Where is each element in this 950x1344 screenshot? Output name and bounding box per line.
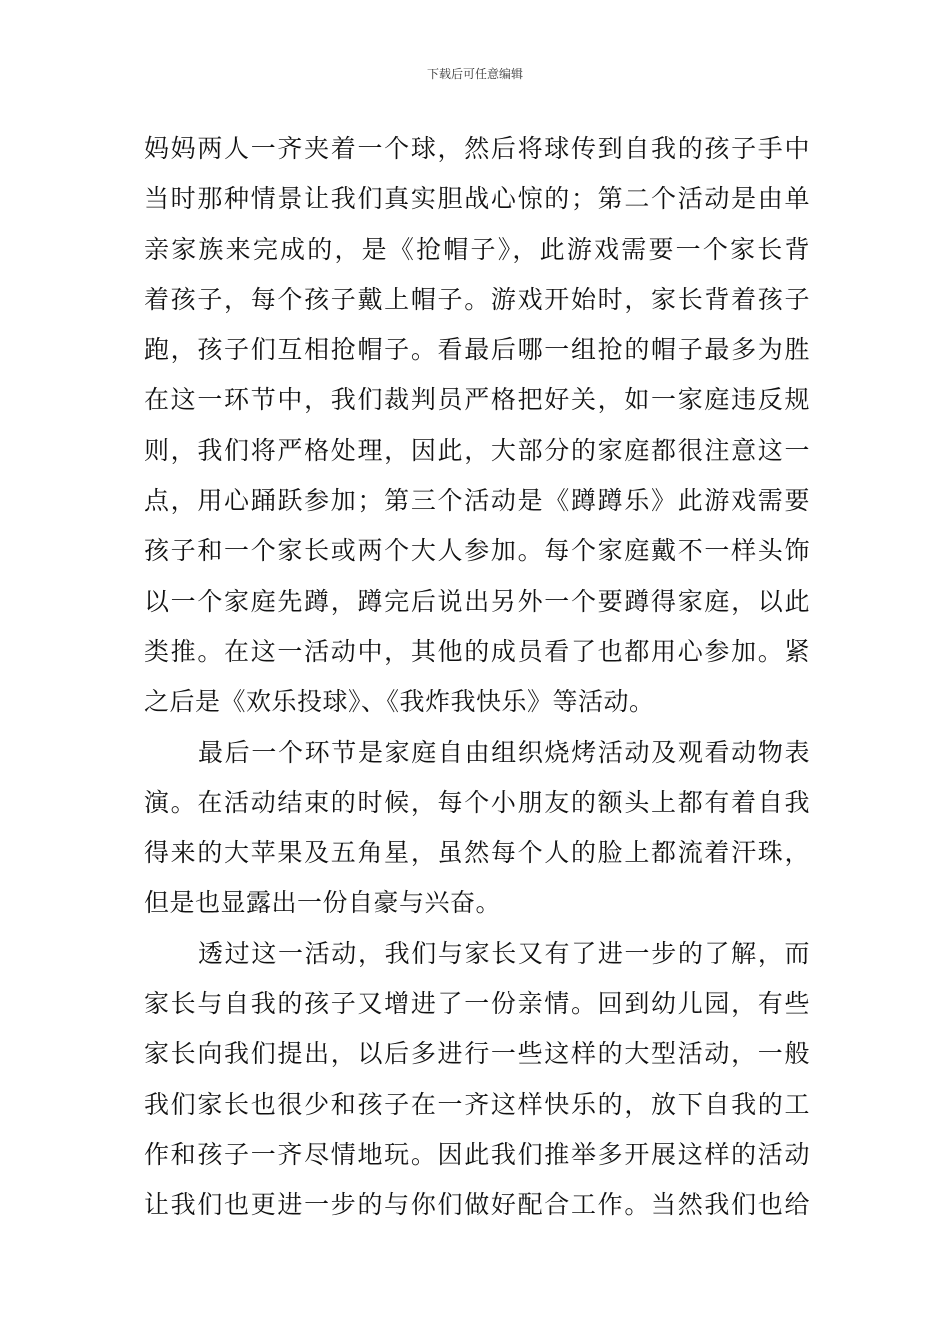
text-line: 让我们也更进一步的与你们做好配合工作。当然我们也给 bbox=[144, 1190, 810, 1220]
text-line: 亲家族来完成的，是《抢帽子》，此游戏需要一个家长背 bbox=[144, 234, 810, 264]
text-line: 点，用心踊跃参加；第三个活动是《蹲蹲乐》此游戏需要 bbox=[144, 486, 810, 516]
text-line: 跑，孩子们互相抢帽子。看最后哪一组抢的帽子最多为胜 bbox=[144, 335, 810, 365]
text-line: 类推。在这一活动中，其他的成员看了也都用心参加。紧 bbox=[144, 636, 810, 666]
paragraph-reflection bbox=[144, 929, 810, 1231]
text-line: 我们家长也很少和孩子在一齐这样快乐的，放下自我的工 bbox=[144, 1089, 810, 1119]
text-line: 作和孩子一齐尽情地玩。因此我们推举多开展这样的活动 bbox=[144, 1139, 810, 1169]
text-line: 以一个家庭先蹲，蹲完后说出另外一个要蹲得家庭，以此 bbox=[144, 586, 810, 616]
text-line: 最后一个环节是家庭自由组织烧烤活动及观看动物表 bbox=[198, 737, 810, 767]
text-line: 但是也显露出一份自豪与兴奋。 bbox=[144, 888, 502, 918]
paragraph-final-segment bbox=[144, 728, 810, 929]
text-line: 在这一环节中，我们裁判员严格把好关，如一家庭违反规 bbox=[144, 385, 810, 415]
text-line: 着孩子，每个孩子戴上帽子。游戏开始时，家长背着孩子 bbox=[144, 284, 810, 314]
text-line: 家长向我们提出，以后多进行一些这样的大型活动，一般 bbox=[144, 1039, 810, 1069]
page-header: 下载后可任意编辑 bbox=[426, 67, 523, 81]
text-line: 孩子和一个家长或两个大人参加。每个家庭戴不一样头饰 bbox=[144, 536, 810, 566]
text-line: 则，我们将严格处理，因此，大部分的家庭都很注意这一 bbox=[144, 435, 810, 465]
text-line: 家长与自我的孩子又增进了一份亲情。回到幼儿园，有些 bbox=[144, 989, 810, 1019]
text-line: 妈妈两人一齐夹着一个球，然后将球传到自我的孩子手中 bbox=[144, 134, 810, 163]
text-line: 得来的大苹果及五角星，虽然每个人的脸上都流着汗珠， bbox=[144, 838, 810, 868]
document-body bbox=[144, 124, 810, 1231]
text-line: 演。在活动结束的时候，每个小朋友的额头上都有着自我 bbox=[144, 787, 810, 817]
text-line: 透过这一活动，我们与家长又有了进一步的了解，而 bbox=[198, 938, 810, 968]
paragraph-activities bbox=[144, 124, 810, 728]
text-line: 之后是《欢乐投球》、《我炸我快乐》等活动。 bbox=[144, 687, 655, 717]
text-line: 当时那种情景让我们真实胆战心惊的；第二个活动是由单 bbox=[144, 184, 810, 214]
